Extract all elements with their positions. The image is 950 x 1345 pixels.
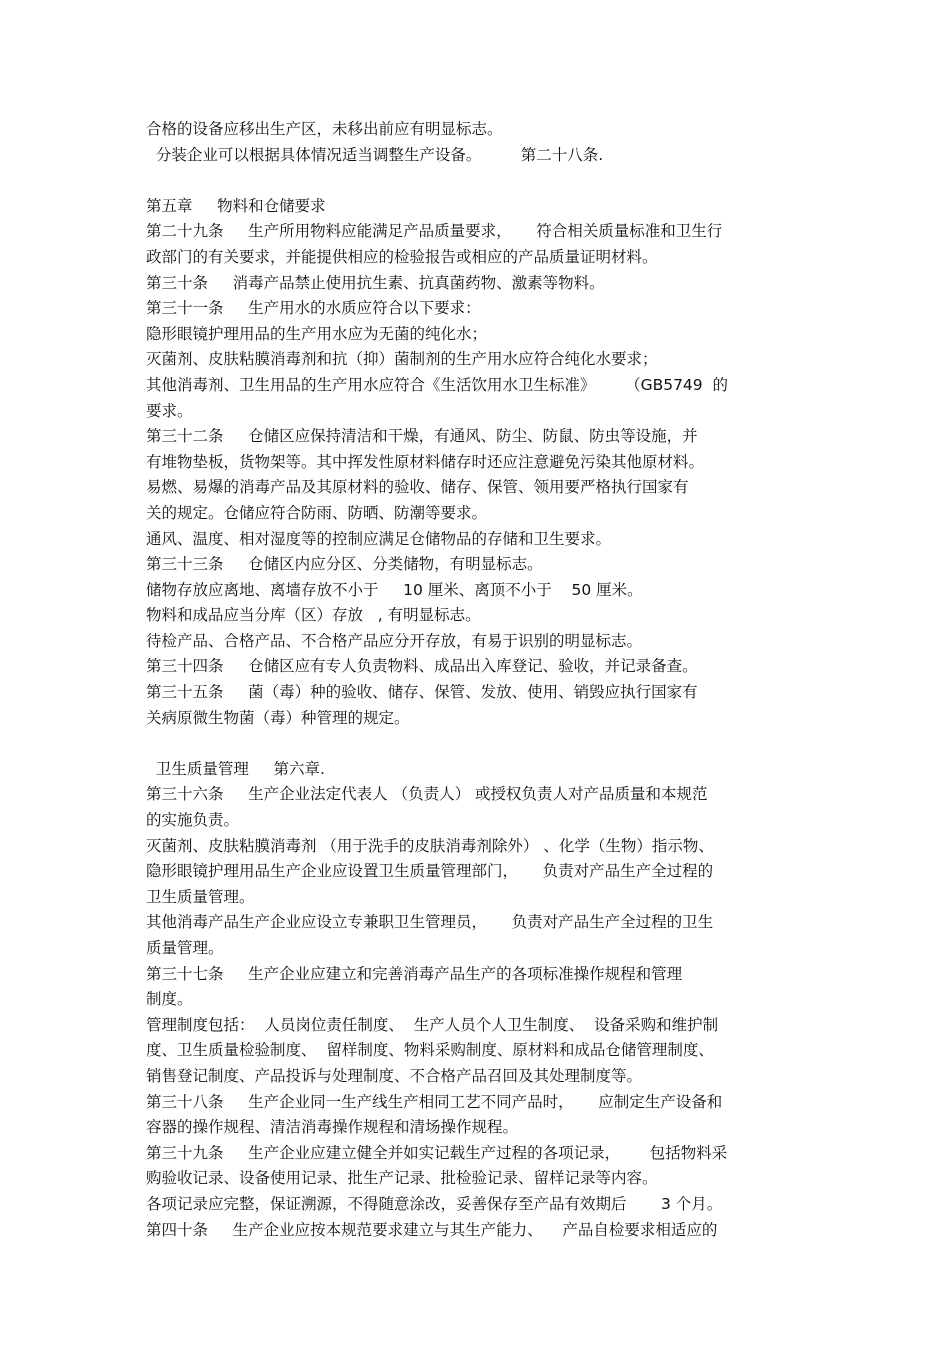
text-line: 购验收记录、设备使用记录、批生产记录、批检验记录、留样记录等内容。 (146, 1169, 658, 1188)
text-line: 关病原微生物菌（毒）种管理的规定。 (146, 708, 410, 727)
text-line: 卫生质量管理。 (146, 887, 255, 906)
text-line: 隐形眼镜护理用品的生产用水应为无菌的纯化水； (146, 324, 488, 343)
text-line: 灭菌剂、皮肤粘膜消毒剂 （用于洗手的皮肤消毒剂除外） 、化学（生物）指示物、 (146, 836, 714, 855)
text-line: 第三十条 消毒产品禁止使用抗生素、抗真菌药物、激素等物料。 (146, 273, 605, 292)
text-line: 政部门的有关要求，并能提供相应的检验报告或相应的产品质量证明材料。 (146, 247, 658, 266)
text-line: 隐形眼镜护理用品生产企业应设置卫生质量管理部门， 负责对产品生产全过程的 (146, 862, 714, 881)
text-line: 制度。 (146, 990, 193, 1009)
text-line: 第三十九条 生产企业应建立健全并如实记载生产过程的各项记录， 包括物料采 (146, 1143, 728, 1162)
document-body (146, 117, 826, 1243)
text-line: 第三十五条 菌（毒）种的验收、储存、保管、发放、使用、销毁应执行国家有 (146, 683, 698, 702)
text-line: 管理制度包括： 人员岗位责任制度、 生产人员个人卫生制度、 设备采购和维护制 (146, 1015, 719, 1034)
text-line: 关的规定。仓储应符合防雨、防晒、防潮等要求。 (146, 503, 488, 522)
text-line: 物料和成品应当分库（区）存放 , 有明显标志。 (146, 606, 481, 625)
text-line: 待检产品、合格产品、不合格产品应分开存放，有易于识别的明显标志。 (146, 631, 643, 650)
text-line: 销售登记制度、产品投诉与处理制度、不合格产品召回及其处理制度等。 (146, 1066, 643, 1085)
text-line: 灭菌剂、皮肤粘膜消毒剂和抗（抑）菌制剂的生产用水应符合纯化水要求； (146, 350, 658, 369)
text-line: 第二十九条 生产所用物料应能满足产品质量要求， 符合相关质量标准和卫生行 (146, 222, 723, 241)
text-line: 度、卫生质量检验制度、 留样制度、物料采购制度、原材料和成品仓储管理制度、 (146, 1041, 714, 1060)
text-line: 质量管理。 (146, 939, 224, 957)
text-line: 易燃、易爆的消毒产品及其原材料的验收、储存、保管、领用要严格执行国家有 (146, 478, 689, 497)
blank-line (146, 731, 826, 757)
text-line: 合格的设备应移出生产区，未移出前应有明显标志。 (146, 120, 503, 138)
text-line: 第三十八条 生产企业同一生产线生产相同工艺不同产品时， 应制定生产设备和 (146, 1092, 723, 1111)
text-line: 第三十一条 生产用水的水质应符合以下要求： (146, 299, 481, 318)
blank-line (146, 168, 826, 194)
text-line: 第三十四条 仓储区应有专人负责物料、成品出入库登记、验收，并记录备查。 (146, 657, 698, 676)
text-line: 要求。 (146, 401, 193, 420)
text-line: 容器的操作规程、清洁消毒操作规程和清场操作规程。 (146, 1118, 519, 1137)
text-line: 其他消毒产品生产企业应设立专兼职卫生管理员， 负责对产品生产全过程的卫生 (146, 913, 714, 932)
text-line: 其他消毒剂、卫生用品的生产用水应符合《生活饮用水卫生标准》 （GB5749 的 (146, 375, 729, 394)
text-line: 第四十条 生产企业应按本规范要求建立与其生产能力、 产品自检要求相适应的 (146, 1220, 718, 1239)
text-line: 第三十七条 生产企业应建立和完善消毒产品生产的各项标准操作规程和管理 (146, 964, 683, 983)
text-line: 第三十六条 生产企业法定代表人 （负责人） 或授权负责人对产品质量和本规范 (146, 785, 708, 804)
text-line: 通风、温度、相对湿度等的控制应满足仓储物品的存储和卫生要求。 (146, 529, 612, 548)
text-line: 卫生质量管理 第六章. (146, 759, 325, 778)
text-line: 各项记录应完整，保证溯源，不得随意涂改，妥善保存至产品有效期后 3 个月。 (146, 1194, 723, 1213)
text-line: 分装企业可以根据具体情况适当调整生产设备。 第二十八条. (146, 145, 604, 164)
text-line: 第三十二条 仓储区应保持清洁和干燥，有通风、防尘、防鼠、防虫等设施，并 (146, 427, 698, 446)
text-line: 储物存放应离地、离墙存放不小于 10 厘米、离顶不小于 50 厘米。 (146, 580, 643, 599)
text-line: 的实施负责。 (146, 811, 240, 830)
text-line: 有堆物垫板，货物架等。其中挥发性原材料储存时还应注意避免污染其他原材料。 (146, 452, 705, 471)
text-line: 第五章 物料和仓储要求 (146, 196, 326, 215)
text-line: 第三十三条 仓储区内应分区、分类储物，有明显标志。 (146, 555, 543, 574)
